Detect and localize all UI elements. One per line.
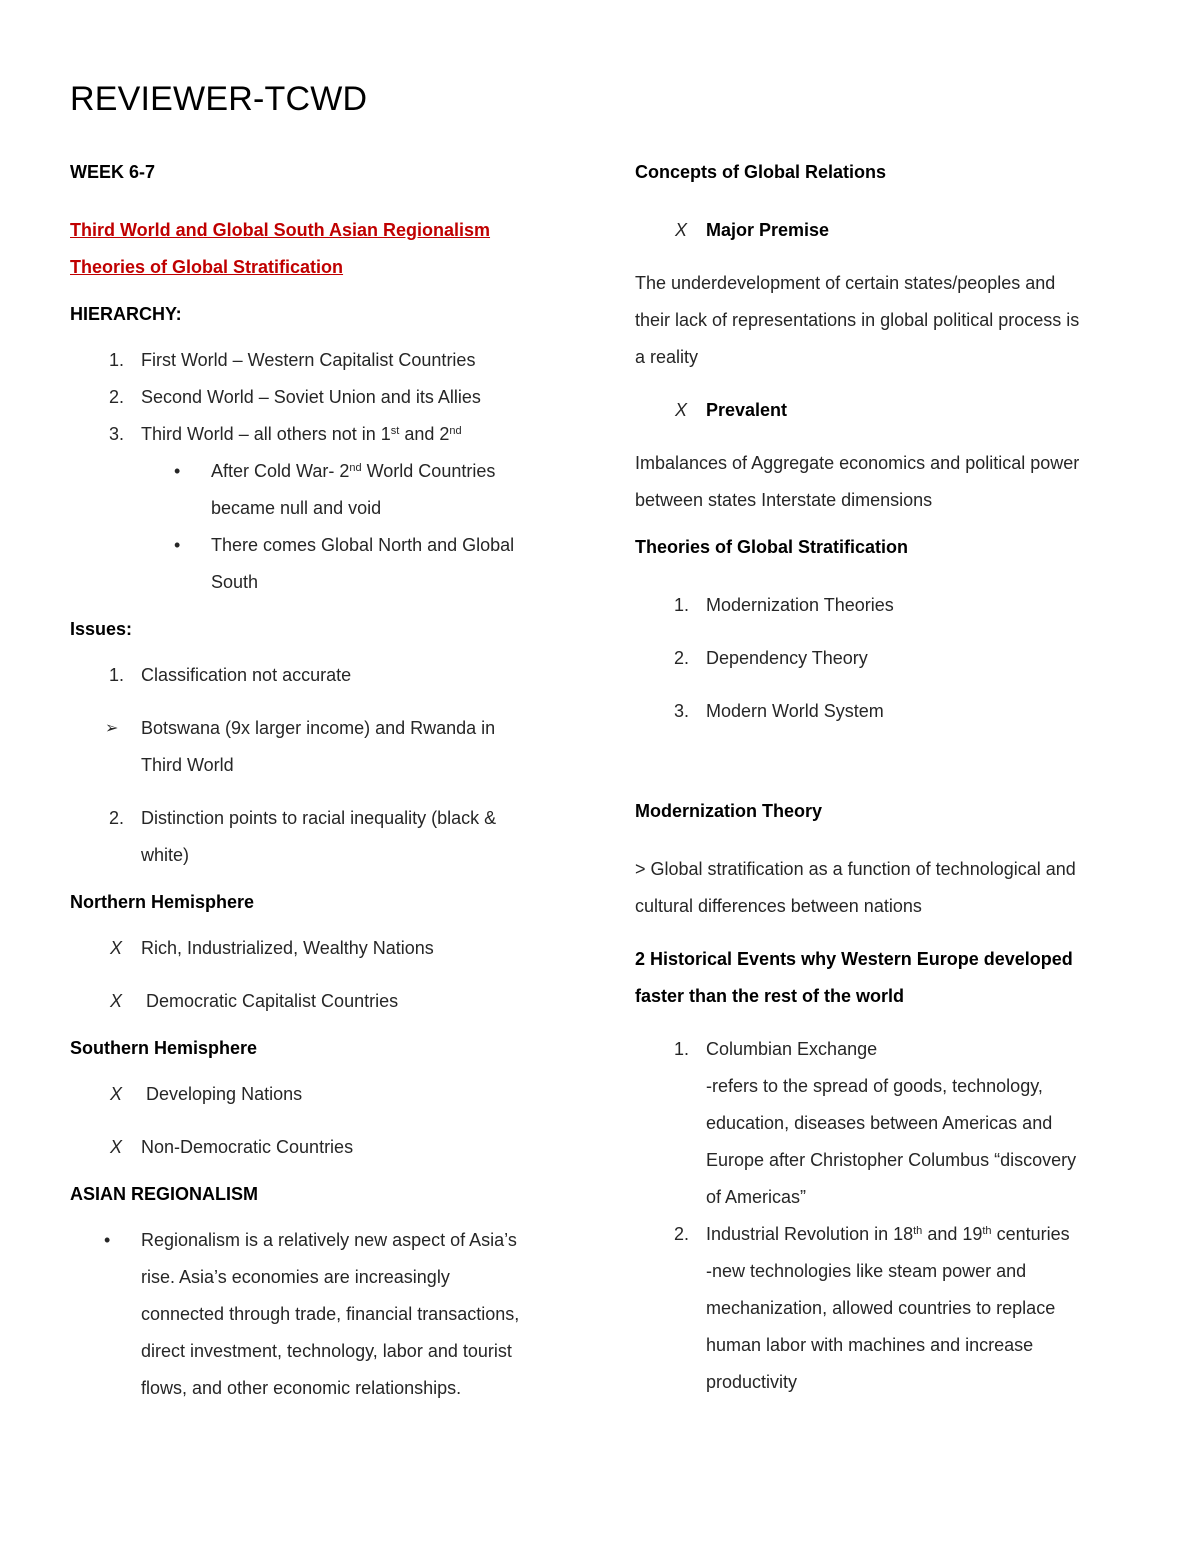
paragraph-line: cultural differences between nations xyxy=(635,896,922,916)
prevalent-item xyxy=(635,392,1135,429)
asian-bullet xyxy=(70,1222,570,1259)
paragraph-continuation xyxy=(70,1370,570,1407)
x-mark-icon: X xyxy=(110,1084,123,1104)
events-heading: faster than the rest of the world xyxy=(635,986,905,1006)
hierarchy-text: Second World – Soviet Union and its Allies xyxy=(141,387,481,407)
sub-bullet xyxy=(70,527,570,564)
bullet-text: became null and void xyxy=(211,498,382,518)
event-text: of Americas” xyxy=(706,1187,807,1207)
south-item xyxy=(70,1129,570,1166)
event-continuation xyxy=(635,1290,1135,1327)
bullet-text: After Cold War- 2nd World Countries xyxy=(211,461,496,481)
paragraph-line: Regionalism is a relatively new aspect of Asia’s xyxy=(141,1230,517,1250)
bullet-text: There comes Global North and Global xyxy=(211,535,515,555)
event-text: education, diseases between Americas and xyxy=(706,1113,1053,1133)
sub-bullet xyxy=(70,453,570,490)
event-text: -new technologies like steam power and xyxy=(706,1261,1027,1281)
x-mark-icon: X xyxy=(675,220,688,240)
paragraph-line: rise. Asia’s economies are increasingly xyxy=(141,1267,450,1287)
list-number: 2. xyxy=(108,387,124,407)
list-number: 2. xyxy=(108,808,124,828)
south-text: Non-Democratic Countries xyxy=(141,1137,354,1157)
hierarchy-item xyxy=(70,342,570,379)
major-premise-label: Major Premise xyxy=(706,220,830,240)
hierarchy-heading: HIERARCHY: xyxy=(70,304,182,324)
list-number: 2. xyxy=(673,1224,689,1244)
north-item xyxy=(70,930,570,967)
paragraph-line: Imbalances of Aggregate economics and political power xyxy=(635,453,1080,473)
issue-subitem xyxy=(70,710,570,747)
event-item xyxy=(635,1216,1135,1253)
list-number: 3. xyxy=(108,424,124,444)
list-number: 2. xyxy=(673,648,689,668)
theory-item xyxy=(635,693,1135,730)
hierarchy-text: First World – Western Capitalist Countries xyxy=(141,350,476,370)
event-text: productivity xyxy=(706,1372,798,1392)
south-item xyxy=(70,1076,570,1113)
paragraph-line: The underdevelopment of certain states/peoples and xyxy=(635,273,1056,293)
concepts-heading: Concepts of Global Relations xyxy=(635,162,887,182)
list-number: 1. xyxy=(673,1039,689,1059)
paragraph-line: connected through trade, financial transactions, xyxy=(141,1304,520,1324)
event-continuation xyxy=(635,1253,1135,1290)
hierarchy-item xyxy=(70,416,570,453)
event-text: human labor with machines and increase xyxy=(706,1335,1034,1355)
issue-item xyxy=(70,657,570,694)
theory-item xyxy=(635,640,1135,677)
asian-regionalism-heading: ASIAN REGIONALISM xyxy=(70,1184,259,1204)
issue-continuation xyxy=(70,837,570,874)
southern-heading: Southern Hemisphere xyxy=(70,1038,258,1058)
issue-subtext: Botswana (9x larger income) and Rwanda in xyxy=(141,718,496,738)
paragraph-line: flows, and other economic relationships. xyxy=(141,1378,462,1398)
event-text: mechanization, allowed countries to replace xyxy=(706,1298,1056,1318)
north-text: Rich, Industrialized, Wealthy Nations xyxy=(141,938,434,958)
paragraph-line: direct investment, technology, labor and tourist xyxy=(141,1341,512,1361)
list-number: 3. xyxy=(673,701,689,721)
theory-item xyxy=(635,587,1135,624)
event-continuation xyxy=(635,1105,1135,1142)
north-item xyxy=(70,983,570,1020)
theory-text: Modernization Theories xyxy=(706,595,894,615)
bullet-icon: • xyxy=(104,1230,111,1250)
list-number: 1. xyxy=(673,595,689,615)
paragraph-line: between states Interstate dimensions xyxy=(635,490,933,510)
north-text: Democratic Capitalist Countries xyxy=(141,991,399,1011)
issue-text: Distinction points to racial inequality (black & xyxy=(141,808,497,828)
northern-heading: Northern Hemisphere xyxy=(70,892,255,912)
issue-item xyxy=(70,800,570,837)
bullet-icon: • xyxy=(174,535,181,555)
event-continuation xyxy=(635,1142,1135,1179)
event-item xyxy=(635,1031,1135,1068)
list-number: 1. xyxy=(108,350,124,370)
paragraph-line: a reality xyxy=(635,347,699,367)
issues-heading: Issues: xyxy=(70,619,133,639)
bullet-text: South xyxy=(211,572,259,592)
event-continuation xyxy=(635,1364,1135,1401)
hierarchy-text: Third World – all others not in 1st and 2nd xyxy=(141,424,462,444)
week-heading: WEEK 6-7 xyxy=(70,162,156,182)
x-mark-icon: X xyxy=(110,938,123,958)
document-title: REVIEWER-TCWD xyxy=(70,80,368,118)
event-continuation xyxy=(635,1068,1135,1105)
prevalent-label: Prevalent xyxy=(706,400,788,420)
bullet-icon: • xyxy=(174,461,181,481)
red-title-1: Third World and Global South Asian Regionalism xyxy=(70,220,491,240)
event-continuation xyxy=(635,1327,1135,1364)
paragraph-line: > Global stratification as a function of technological and xyxy=(635,859,1076,879)
issue-subtext: Third World xyxy=(141,755,234,775)
events-heading: 2 Historical Events why Western Europe developed xyxy=(635,949,1073,969)
bullet-continuation xyxy=(70,564,570,601)
premise-item xyxy=(635,212,1135,249)
event-text: Industrial Revolution in 18th and 19th centuries xyxy=(706,1224,1070,1244)
modernization-heading: Modernization Theory xyxy=(635,801,823,821)
red-title-2: Theories of Global Stratification xyxy=(70,257,344,277)
event-text: Columbian Exchange xyxy=(706,1039,878,1059)
paragraph-line: their lack of representations in global political process is xyxy=(635,310,1080,330)
x-mark-icon: X xyxy=(675,400,688,420)
paragraph-continuation xyxy=(70,1296,570,1333)
hierarchy-item xyxy=(70,379,570,416)
issue-text: Classification not accurate xyxy=(141,665,352,685)
left-column xyxy=(70,160,570,1407)
paragraph-continuation xyxy=(70,1259,570,1296)
theory-text: Modern World System xyxy=(706,701,884,721)
x-mark-icon: X xyxy=(110,1137,123,1157)
event-text: -refers to the spread of goods, technology, xyxy=(706,1076,1043,1096)
list-number: 1. xyxy=(108,665,124,685)
issue-subitem-continuation xyxy=(70,747,570,784)
right-column xyxy=(635,160,1135,1401)
theories-heading: Theories of Global Stratification xyxy=(635,537,909,557)
arrow-bullet-icon: ➢ xyxy=(105,720,119,737)
paragraph-continuation xyxy=(70,1333,570,1370)
event-text: Europe after Christopher Columbus “discovery xyxy=(706,1150,1077,1170)
x-mark-icon: X xyxy=(110,991,123,1011)
bullet-continuation xyxy=(70,490,570,527)
theory-text: Dependency Theory xyxy=(706,648,868,668)
south-text: Developing Nations xyxy=(141,1084,303,1104)
issue-text: white) xyxy=(141,845,190,865)
event-continuation xyxy=(635,1179,1135,1216)
